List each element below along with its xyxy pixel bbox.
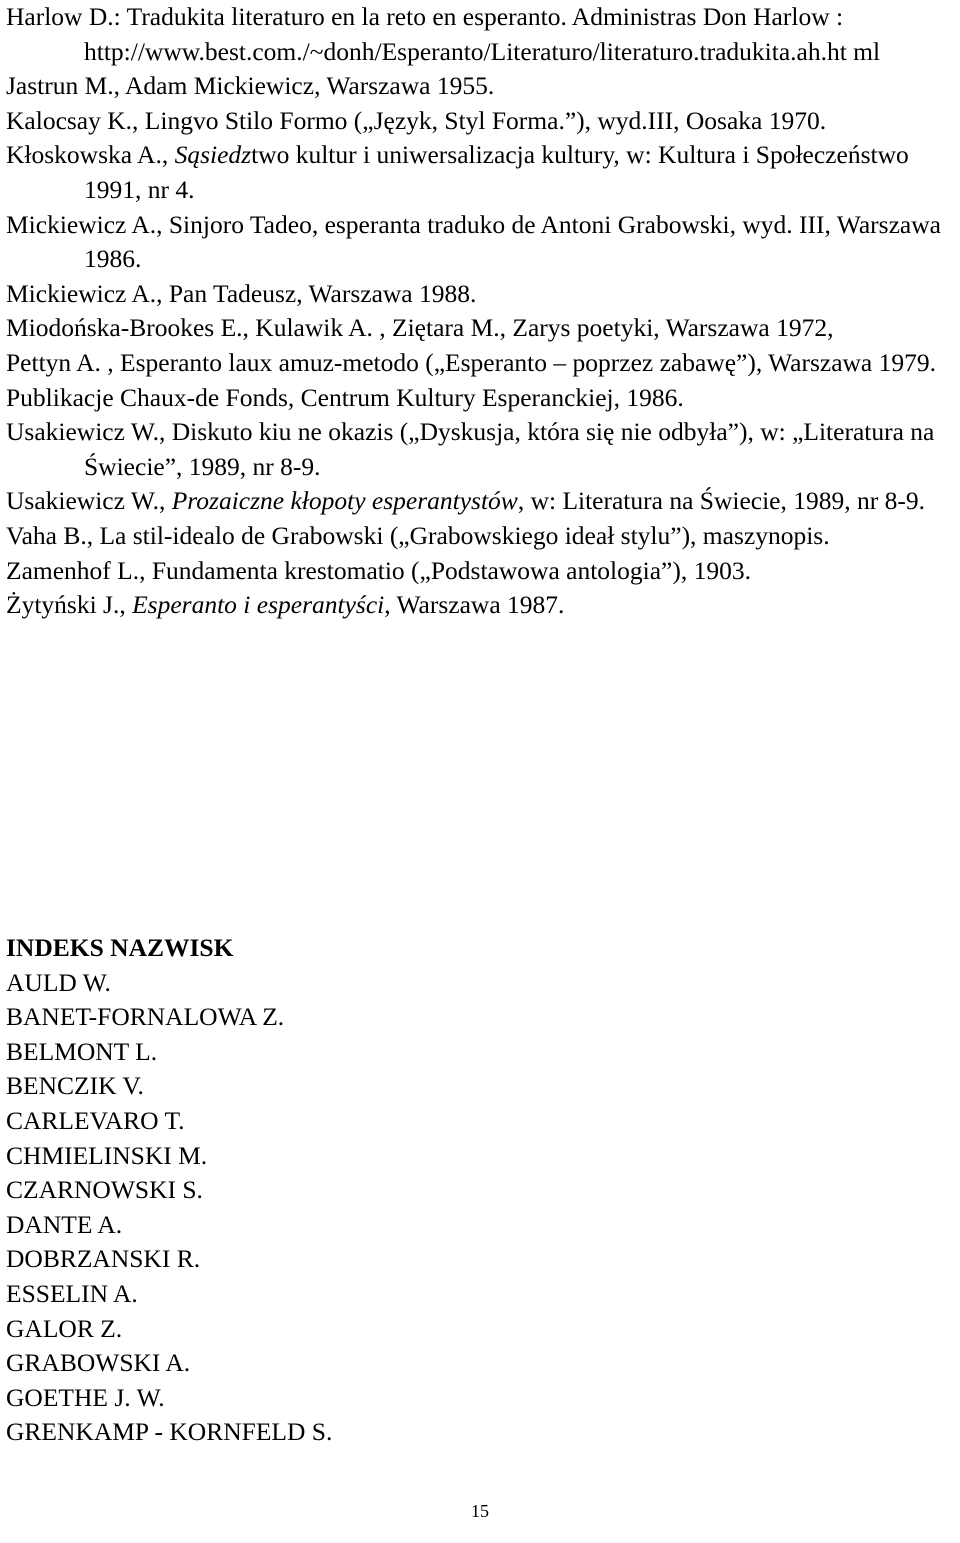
bib-entry-usakiewicz-diskuto: Usakiewicz W., Diskuto kiu ne okazis („Dyskusja, która się nie odbyła”), w: „Literatura na Świecie”, 1989, nr 8-9. xyxy=(6,417,935,481)
bib-entry-kloskowska xyxy=(6,138,956,207)
index-name: CZARNOWSKI S. xyxy=(6,1175,203,1205)
bib-entry-vaha: Vaha B., La stil-idealo de Grabowski („Grabowskiego ideał stylu”), maszynopis. xyxy=(6,520,830,550)
bib-entry-miodonska: Miodońska-Brookes E., Kulawik A. , Ziętara M., Zarys poetyki, Warszawa 1972, xyxy=(6,313,834,343)
bibliography xyxy=(6,0,956,623)
index-heading: INDEKS NAZWISK xyxy=(6,933,234,962)
index-name: GRABOWSKI A. xyxy=(6,1348,191,1378)
index-name: ESSELIN A. xyxy=(6,1278,138,1308)
bib-entry-jastrun: Jastrun M., Adam Mickiewicz, Warszawa 1955. xyxy=(6,71,495,101)
index-name: BENCZIK V. xyxy=(6,1071,144,1101)
bib-entry-author: Usakiewicz W., xyxy=(6,486,172,516)
name-index xyxy=(6,931,906,1450)
bib-entry-author: Żytyński J., xyxy=(6,590,133,620)
index-name: GRENKAMP - KORNFELD S. xyxy=(6,1417,333,1447)
bib-entry-kalocsay: Kalocsay K., Lingvo Stilo Formo („Język, Styl Forma.”), wyd.III, Oosaka 1970. xyxy=(6,105,827,135)
bib-entry-mickiewicz-sinjoro: Mickiewicz A., Sinjoro Tadeo, esperanta traduko de Antoni Grabowski, wyd. III, Warszawa 1986. xyxy=(6,209,941,274)
index-name: CARLEVARO T. xyxy=(6,1105,185,1135)
bib-entry-rest: , Warszawa 1987. xyxy=(384,590,565,620)
index-name: AULD W. xyxy=(6,967,111,997)
bib-entry-rest: , w: Literatura na Świecie, 1989, nr 8-9. xyxy=(517,486,925,516)
bib-entry-zamenhof: Zamenhof L., Fundamenta krestomatio („Podstawowa antologia”), 1903. xyxy=(6,555,751,585)
bib-entry-harlow: Harlow D.: Tradukita literaturo en la reto en esperanto. Administras Don Harlow : http://www.best.com./~donh/Esperanto/Literaturo/literaturo.tradukita.ah.ht ml xyxy=(6,2,881,66)
bib-entry-italic-title: Esperanto i esperantyści xyxy=(132,590,385,620)
page-number: 15 xyxy=(471,1501,489,1521)
index-name: CHMIELINSKI M. xyxy=(6,1140,208,1170)
bib-entry-publikacje: Publikacje Chaux-de Fonds, Centrum Kultury Esperanckiej, 1986. xyxy=(6,382,684,412)
bib-entry-usakiewicz-prozaiczne xyxy=(6,484,956,519)
bib-entry-pettyn: Pettyn A. , Esperanto laux amuz-metodo („Esperanto – poprzez zabawę”), Warszawa 1979. xyxy=(6,347,937,377)
bib-entry-zytynski xyxy=(6,588,956,623)
bib-entry-rest: two kultur i uniwersalizacja kultury, w: Kultura i Społeczeństwo 1991, nr 4. xyxy=(84,140,909,204)
index-name: BELMONT L. xyxy=(6,1036,158,1066)
index-name: GOETHE J. W. xyxy=(6,1382,165,1412)
index-name: BANET-FORNALOWA Z. xyxy=(6,1002,285,1032)
bib-entry-italic-title: Sąsiedz xyxy=(174,140,252,170)
index-name: DOBRZANSKI R. xyxy=(6,1244,201,1274)
bib-entry-author: Kłoskowska A., xyxy=(6,140,175,170)
index-name: GALOR Z. xyxy=(6,1313,123,1343)
bib-entry-italic-title: Prozaiczne kłopoty esperantystów xyxy=(171,486,518,516)
index-name: DANTE A. xyxy=(6,1209,123,1239)
bib-entry-mickiewicz-pan-tadeusz: Mickiewicz A., Pan Tadeusz, Warszawa 1988. xyxy=(6,278,477,308)
